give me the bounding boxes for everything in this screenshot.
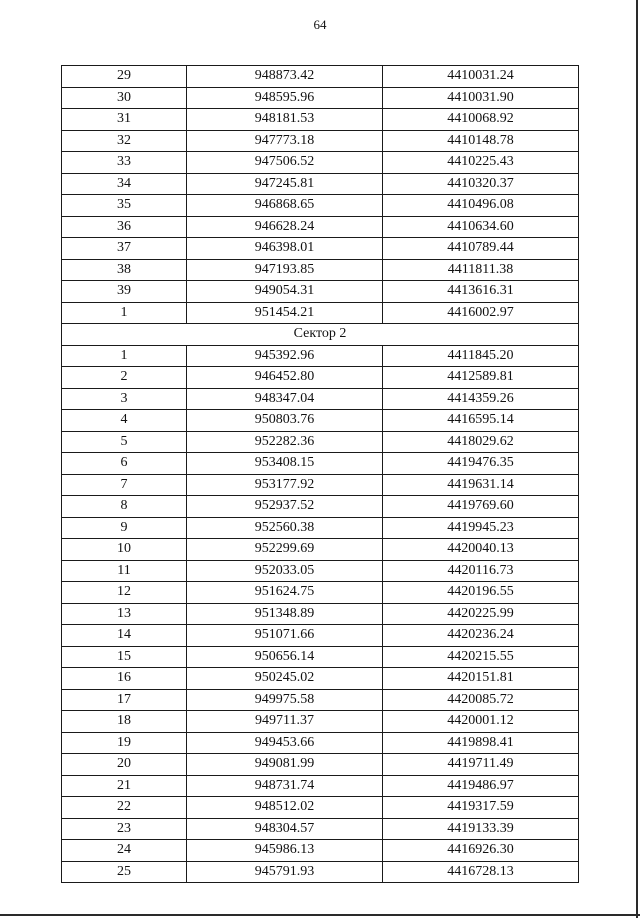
sector-header-section [62,324,579,346]
x-coordinate-cell: 946398.01 [187,238,383,260]
point-number-cell: 3 [62,388,187,410]
x-coordinate-cell: 948595.96 [187,87,383,109]
point-number-cell: 15 [62,646,187,668]
x-coordinate-cell: 945392.96 [187,345,383,367]
table-row [62,388,579,410]
table-row [62,517,579,539]
x-coordinate-cell: 945791.93 [187,861,383,883]
point-number-cell: 33 [62,152,187,174]
y-coordinate-cell: 4416728.13 [383,861,579,883]
y-coordinate-cell: 4412589.81 [383,367,579,389]
point-number-cell: 30 [62,87,187,109]
y-coordinate-cell: 4420236.24 [383,625,579,647]
point-number-cell: 2 [62,367,187,389]
x-coordinate-cell: 948347.04 [187,388,383,410]
table-row [62,259,579,281]
x-coordinate-cell: 952560.38 [187,517,383,539]
table-row [62,130,579,152]
table-row [62,216,579,238]
table-row [62,861,579,883]
table-row [62,560,579,582]
point-number-cell: 38 [62,259,187,281]
y-coordinate-cell: 4413616.31 [383,281,579,303]
table-row [62,496,579,518]
x-coordinate-cell: 946868.65 [187,195,383,217]
point-number-cell: 1 [62,302,187,324]
y-coordinate-cell: 4420085.72 [383,689,579,711]
y-coordinate-cell: 4419631.14 [383,474,579,496]
y-coordinate-cell: 4410148.78 [383,130,579,152]
point-number-cell: 31 [62,109,187,131]
page-edge-bottom [0,914,640,916]
table-row [62,668,579,690]
x-coordinate-cell: 950656.14 [187,646,383,668]
y-coordinate-cell: 4419898.41 [383,732,579,754]
x-coordinate-cell: 950245.02 [187,668,383,690]
point-number-cell: 12 [62,582,187,604]
x-coordinate-cell: 946452.80 [187,367,383,389]
x-coordinate-cell: 949081.99 [187,754,383,776]
y-coordinate-cell: 4416002.97 [383,302,579,324]
table-row [62,109,579,131]
table-row [62,797,579,819]
y-coordinate-cell: 4420001.12 [383,711,579,733]
table-row [62,732,579,754]
x-coordinate-cell: 952299.69 [187,539,383,561]
y-coordinate-cell: 4420215.55 [383,646,579,668]
x-coordinate-cell: 951071.66 [187,625,383,647]
y-coordinate-cell: 4420116.73 [383,560,579,582]
table-row [62,152,579,174]
table-row [62,539,579,561]
point-number-cell: 5 [62,431,187,453]
y-coordinate-cell: 4419317.59 [383,797,579,819]
x-coordinate-cell: 952282.36 [187,431,383,453]
y-coordinate-cell: 4416595.14 [383,410,579,432]
table-row [62,66,579,88]
x-coordinate-cell: 945986.13 [187,840,383,862]
table-row [62,689,579,711]
y-coordinate-cell: 4418029.62 [383,431,579,453]
y-coordinate-cell: 4410789.44 [383,238,579,260]
table-row [62,625,579,647]
y-coordinate-cell: 4416926.30 [383,840,579,862]
y-coordinate-cell: 4410031.24 [383,66,579,88]
point-number-cell: 35 [62,195,187,217]
x-coordinate-cell: 947245.81 [187,173,383,195]
y-coordinate-cell: 4410068.92 [383,109,579,131]
coordinates-table-sector2 [62,345,579,883]
point-number-cell: 24 [62,840,187,862]
table-row [62,238,579,260]
y-coordinate-cell: 4419476.35 [383,453,579,475]
x-coordinate-cell: 947773.18 [187,130,383,152]
x-coordinate-cell: 948512.02 [187,797,383,819]
point-number-cell: 17 [62,689,187,711]
point-number-cell: 22 [62,797,187,819]
x-coordinate-cell: 948873.42 [187,66,383,88]
point-number-cell: 25 [62,861,187,883]
point-number-cell: 39 [62,281,187,303]
y-coordinate-cell: 4411811.38 [383,259,579,281]
table-row [62,302,579,324]
x-coordinate-cell: 953177.92 [187,474,383,496]
y-coordinate-cell: 4419486.97 [383,775,579,797]
x-coordinate-cell: 953408.15 [187,453,383,475]
y-coordinate-cell: 4420225.99 [383,603,579,625]
table-row [62,754,579,776]
point-number-cell: 10 [62,539,187,561]
x-coordinate-cell: 951454.21 [187,302,383,324]
x-coordinate-cell: 949054.31 [187,281,383,303]
table-row [62,367,579,389]
y-coordinate-cell: 4410225.43 [383,152,579,174]
y-coordinate-cell: 4410634.60 [383,216,579,238]
sector-header: Сектор 2 [62,324,579,346]
y-coordinate-cell: 4420196.55 [383,582,579,604]
y-coordinate-cell: 4411845.20 [383,345,579,367]
table-row [62,431,579,453]
point-number-cell: 21 [62,775,187,797]
x-coordinate-cell: 951624.75 [187,582,383,604]
point-number-cell: 18 [62,711,187,733]
table-row [62,775,579,797]
table-row [62,87,579,109]
y-coordinate-cell: 4414359.26 [383,388,579,410]
point-number-cell: 11 [62,560,187,582]
x-coordinate-cell: 950803.76 [187,410,383,432]
table-row [62,453,579,475]
table-row [62,818,579,840]
table-row [62,603,579,625]
table-row [62,195,579,217]
sector-header-row [62,324,579,346]
point-number-cell: 7 [62,474,187,496]
table-row [62,281,579,303]
x-coordinate-cell: 952937.52 [187,496,383,518]
x-coordinate-cell: 948731.74 [187,775,383,797]
point-number-cell: 19 [62,732,187,754]
x-coordinate-cell: 951348.89 [187,603,383,625]
y-coordinate-cell: 4420040.13 [383,539,579,561]
point-number-cell: 16 [62,668,187,690]
point-number-cell: 4 [62,410,187,432]
table-row [62,345,579,367]
y-coordinate-cell: 4420151.81 [383,668,579,690]
x-coordinate-cell: 949453.66 [187,732,383,754]
point-number-cell: 34 [62,173,187,195]
page-number: 64 [313,17,327,32]
point-number-cell: 14 [62,625,187,647]
x-coordinate-cell: 948181.53 [187,109,383,131]
table-row [62,173,579,195]
point-number-cell: 8 [62,496,187,518]
point-number-cell: 13 [62,603,187,625]
y-coordinate-cell: 4410320.37 [383,173,579,195]
point-number-cell: 37 [62,238,187,260]
y-coordinate-cell: 4419711.49 [383,754,579,776]
x-coordinate-cell: 947193.85 [187,259,383,281]
table-row [62,582,579,604]
point-number-cell: 36 [62,216,187,238]
x-coordinate-cell: 949975.58 [187,689,383,711]
coordinates-table [61,65,579,883]
y-coordinate-cell: 4419945.23 [383,517,579,539]
point-number-cell: 1 [62,345,187,367]
table-row [62,410,579,432]
point-number-cell: 29 [62,66,187,88]
x-coordinate-cell: 948304.57 [187,818,383,840]
y-coordinate-cell: 4410496.08 [383,195,579,217]
coordinates-table-part1 [62,66,579,324]
point-number-cell: 20 [62,754,187,776]
y-coordinate-cell: 4419133.39 [383,818,579,840]
page-edge-right [636,0,638,918]
y-coordinate-cell: 4419769.60 [383,496,579,518]
x-coordinate-cell: 952033.05 [187,560,383,582]
point-number-cell: 6 [62,453,187,475]
table-row [62,474,579,496]
table-row [62,711,579,733]
x-coordinate-cell: 947506.52 [187,152,383,174]
x-coordinate-cell: 949711.37 [187,711,383,733]
table-row [62,646,579,668]
table-row [62,840,579,862]
point-number-cell: 32 [62,130,187,152]
y-coordinate-cell: 4410031.90 [383,87,579,109]
point-number-cell: 9 [62,517,187,539]
x-coordinate-cell: 946628.24 [187,216,383,238]
point-number-cell: 23 [62,818,187,840]
